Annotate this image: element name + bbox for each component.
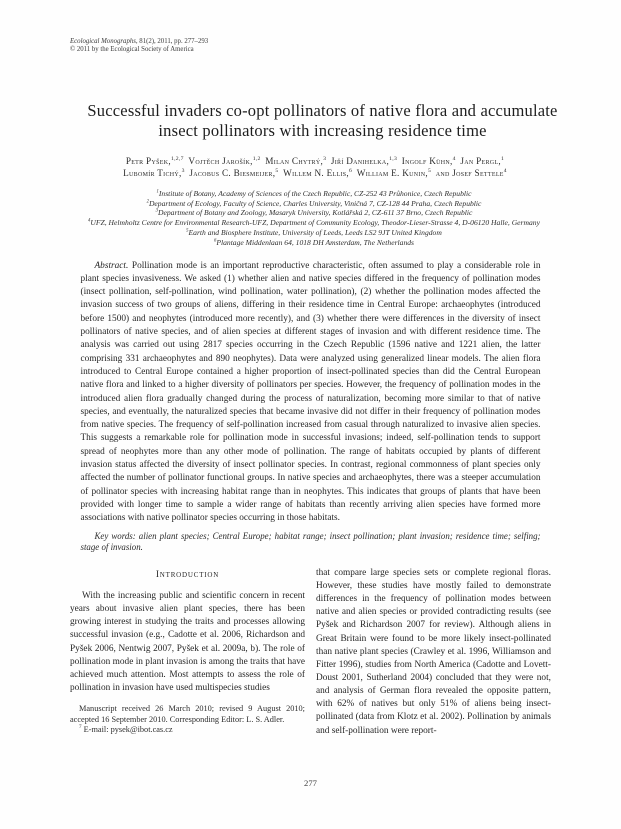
journal-citation-line	[70, 38, 551, 46]
corresponding-email	[70, 725, 305, 736]
manuscript-footnote	[70, 704, 305, 736]
author-name: William E. Kunin,	[356, 167, 428, 178]
author-name: Petr Pyšek,	[125, 155, 171, 166]
author-superscript: 1,2	[252, 155, 261, 162]
author-superscript: 1,3	[389, 155, 398, 162]
author-name: Lubomír Tichý,	[123, 167, 182, 178]
affiliation-text: Institute of Botany, Academy of Sciences of the Czech Republic, CZ-252 43 Průhonice, Czech Republic	[158, 188, 472, 198]
affiliation-text: UFZ, Helmholtz Centre for Environmental Research-UFZ, Department of Community Ecology, Theodor-Lieser-Strasse 4, D-06120 Halle, Germany	[90, 218, 540, 228]
affiliation-superscript: 1	[156, 189, 159, 195]
author	[436, 168, 507, 178]
author-superscript: 3	[323, 155, 327, 162]
author-superscript: 3	[181, 167, 185, 174]
body-columns	[70, 567, 551, 738]
right-column-paragraph: that compare large species sets or complete regional floras. However, these studies have mostly failed to demonstrate differences in the frequency of pollination modes between native and alien species or provided contradicting results (see Pyšek and Richardson 2007 for review). Although aliens in Great Britain were found to be more likely insect-pollinated than native plant species (Crawley et al. 1996, Williamson and Fitter 1996), studies from North America (Cadotte and Lovett-Doust 2001, Sutherland 2004) concluded that they were not, and analysis of German flora revealed the opposite pattern, with 62% of natives but only 51% of aliens being insect-pollinated (data from Klotz et al. 2002). Pollination by animals and self-pollination were report-	[316, 567, 551, 736]
keywords-text: alien plant species; Central Europe; habitat range; insect pollination; plant invasion; residence time; selfing; stage of invasion.	[80, 530, 541, 553]
journal-issue-info: 81(2), 2011, pp. 277–293	[137, 38, 209, 45]
introduction-heading: Introduction	[155, 569, 220, 580]
author-superscript: 4	[503, 167, 507, 174]
author-name: Jan Pergl,	[460, 155, 502, 166]
affiliation-text: Department of Ecology, Faculty of Science, Charles University, Viničná 7, CZ-128 44 Praha, Czech Republic	[148, 198, 482, 208]
author-superscript: 6	[349, 167, 353, 174]
author-superscript: 5	[275, 167, 279, 174]
manuscript-history: Manuscript received 26 March 2010; revised 9 August 2010; accepted 16 September 2010. Corresponding Editor: L. S. Adler.	[70, 704, 305, 724]
affiliation	[70, 218, 558, 228]
author	[123, 168, 185, 178]
abstract-text: Pollination mode is an important reproductive characteristic, often assumed to play a considerable role in plant species invasiveness. We asked (1) whether alien and native species differed in the frequency of pollination modes (insect pollination, self-pollination, wind pollination, water pollination), (2) whether the pollination modes affected the invasion success of two groups of aliens, differing in their residence time in Central Europe: archaeophytes (introduced before 1500) and neophytes (introduced more recently), and (3) whether there were differences in the diversity of insect pollinators of native species, and of alien species at different stages of invasion and with different residence time. The analysis was carried out using 2817 species occurring in the Czech Republic (1596 native and 1221 alien, the latter comprising 331 archaeophytes and 890 neophytes). Data were analyzed using generalized linear models. The alien flora introduced to Central Europe contained a higher proportion of insect-pollinated species than did the Central European native flora and linked to a higher diversity of pollinators per species. However, the frequency of pollination modes in the introduced alien flora gradually changed during the process of naturalization, becoming more similar to that of native species, and eventually, the naturalized species that became invasive did not differ in their frequency of pollination modes from native species. The frequency of self-pollination increased from casual through naturalized to invasive alien species. This suggests a remarkable role for pollination mode in successful invasions; indeed, self-pollination tends to support spread of neophytes more than any other mode of pollination. The range of habitats occupied by plants of different invasion status affected the diversity of insect pollinator species. In contrast, regional commonness of plant species only affected the number of pollinator functional groups. In native species and archaeophytes, there was a steeper accumulation of pollinator species with increasing habitat range than in neophytes. This indicates that groups of plants that have been provided with longer time to sample a wider range of habitats than recently arriving alien species have formed more associations with native pollinator species occurring in those habitats.	[80, 260, 541, 524]
author	[189, 168, 278, 178]
affiliation	[70, 208, 558, 218]
affiliation-superscript: 4	[88, 218, 91, 224]
author	[283, 168, 352, 178]
abstract-label: Abstract.	[94, 260, 129, 271]
author-superscript: 1,2,7	[170, 155, 184, 162]
email-text: E-mail: pysek@ibot.cas.cz	[81, 725, 173, 735]
affiliation-superscript: 6	[214, 238, 217, 244]
right-column	[316, 567, 551, 738]
affiliation-superscript: 5	[186, 228, 189, 234]
author-name: Ingolf Kühn,	[401, 155, 453, 166]
author	[331, 156, 397, 166]
author	[402, 156, 456, 166]
keywords-label: Key words:	[94, 530, 136, 541]
keywords-paragraph	[81, 531, 541, 554]
author-superscript: 4	[452, 155, 456, 162]
page-number: 277	[304, 778, 317, 788]
affiliation	[70, 228, 558, 238]
author-name: Willem N. Ellis,	[283, 167, 349, 178]
left-column-paragraph: With the increasing public and scientific concern in recent years about invasive alien plant species, there has been growing interest in studying the traits and processes allowing successful invasion (e.g., Cadotte et al. 2006, Richardson and Pyšek 2006, Nentwig 2007, Pyšek et al. 2009a, b). The role of pollination mode in plant invasion is among the traits that have achieved much attention. Most attempts to assess the role of pollination in invasion have used multispecies studies	[70, 590, 305, 693]
email-superscript: 7	[79, 724, 82, 731]
author-name: Jacobus C. Biesmeijer,	[189, 167, 276, 178]
author-name: Milan Chytrý,	[265, 155, 324, 166]
affiliation-superscript: 2	[146, 199, 149, 205]
affiliation	[70, 238, 558, 248]
copyright-line: © 2011 by the Ecological Society of America	[70, 46, 194, 54]
article-title: Successful invaders co-opt pollinators of native flora and accumulate insect pollinators with increasing residence time	[87, 100, 558, 141]
affiliation-text: Earth and Biosphere Institute, University of Leeds, Leeds LS2 9JT United Kingdom	[188, 228, 442, 237]
author	[188, 156, 260, 166]
author	[357, 168, 431, 178]
author	[460, 156, 504, 166]
author-name: Jiří Danihelka,	[330, 155, 390, 166]
author-name: and Josef Settele	[435, 167, 504, 178]
affiliation-superscript: 3	[155, 208, 158, 214]
author-superscript: 5	[427, 167, 432, 174]
affiliation	[70, 199, 558, 209]
author	[126, 156, 184, 166]
affiliation	[70, 189, 558, 199]
affiliation-list	[70, 189, 558, 248]
author-list	[70, 155, 560, 179]
journal-header	[70, 38, 551, 55]
abstract-paragraph	[81, 260, 541, 526]
author-superscript: 1	[501, 155, 505, 162]
author	[265, 156, 326, 166]
left-column	[70, 567, 305, 738]
affiliation-text: Department of Botany and Zoology, Masaryk University, Kotlářská 2, CZ-611 37 Brno, Czech Republic	[158, 208, 473, 218]
journal-name: Ecological Monographs,	[70, 38, 138, 45]
affiliation-text: Plantage Middenlaan 64, 1018 DH Amsterdam, The Netherlands	[216, 237, 414, 247]
author-name: Vojtěch Jarošík,	[188, 155, 253, 166]
